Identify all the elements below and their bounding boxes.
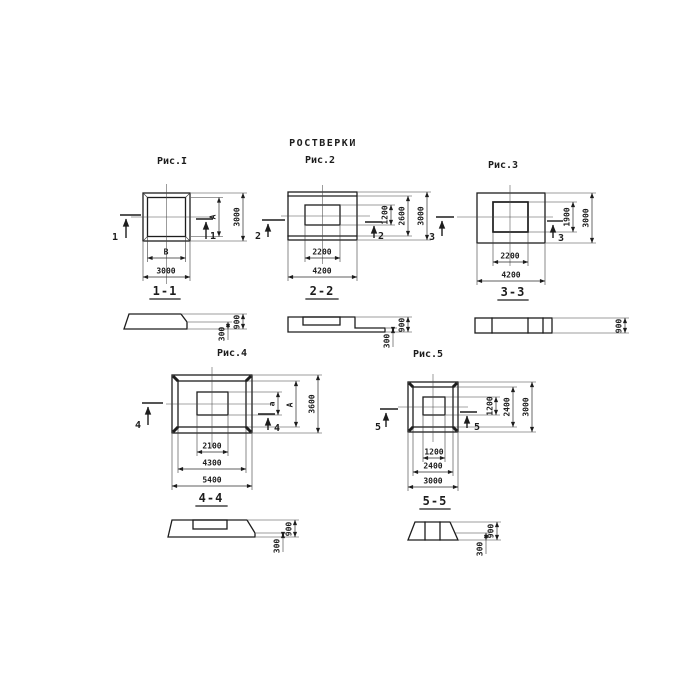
figure-3-plan xyxy=(429,185,596,285)
fig4-dim-inner-width: 2100 xyxy=(202,441,222,451)
fig3-dim-outer-height: 3000 xyxy=(581,208,591,228)
section-5-dim-edge: 300 xyxy=(475,541,485,557)
sheet-title: РОСТВЕРКИ xyxy=(289,138,357,149)
figure-3-section xyxy=(475,285,629,333)
figure-4-plan xyxy=(135,367,322,490)
fig2-cut-label-left: 2 xyxy=(255,231,262,242)
section-1-dim-height: 900 xyxy=(232,314,242,330)
fig1-dim-inner-height: А xyxy=(208,214,218,220)
figure-2-section xyxy=(288,284,412,348)
fig3-cut-mark-right xyxy=(547,221,564,244)
section-2-dim-edge: 300 xyxy=(382,333,392,349)
fig4-cut-label-left: 4 xyxy=(135,420,142,431)
section-3-dim-height: 900 xyxy=(614,318,624,334)
fig2-cut-mark-left xyxy=(255,220,285,242)
section-4-dim-height: 900 xyxy=(284,521,294,537)
fig3-cut-label-right: 3 xyxy=(558,233,565,244)
fig1-dim-inner-width: В xyxy=(163,247,169,257)
fig1-dim-outer-width: 3000 xyxy=(156,266,176,276)
fig5-cut-label-left: 5 xyxy=(375,422,382,433)
fig4-dim-mid-width: 4300 xyxy=(202,458,222,468)
section-1-title: 1-1 xyxy=(152,284,178,298)
figure-2-label: Рис.2 xyxy=(304,155,336,166)
fig4-dim-outer-height: 3600 xyxy=(307,394,317,414)
figure-5-section xyxy=(408,494,501,556)
figure-3 xyxy=(429,160,629,333)
section-5-title: 5-5 xyxy=(422,494,448,508)
fig4-dim-inner-height: а xyxy=(267,401,277,407)
fig4-dim-mid-height: А xyxy=(285,402,295,408)
fig2-dim-inner-height: 1200 xyxy=(380,205,390,225)
section-4-dim-edge: 300 xyxy=(272,538,282,554)
figure-5-label: Рис.5 xyxy=(412,349,444,360)
figure-1-label: Рис.I xyxy=(156,156,188,167)
section-1-dim-edge: 300 xyxy=(217,326,227,342)
fig2-dim-inner-width: 2200 xyxy=(312,247,332,257)
figure-5-plan xyxy=(375,374,536,491)
fig5-dim-inner-height: 1200 xyxy=(485,396,495,416)
figure-4-section xyxy=(168,491,299,553)
fig3-cut-mark-left xyxy=(429,217,454,243)
fig3-dim-outer-width: 4200 xyxy=(501,270,521,280)
fig1-cut-mark-right xyxy=(196,219,216,242)
figure-5 xyxy=(375,349,536,556)
section-2-title: 2-2 xyxy=(309,284,335,298)
fig3-cut-label-left: 3 xyxy=(429,232,436,243)
figure-4 xyxy=(135,348,322,553)
fig1-dim-outer-height: 3000 xyxy=(232,207,242,227)
figure-2 xyxy=(255,155,431,348)
section-2-dim-height: 900 xyxy=(397,317,407,333)
figure-1-section xyxy=(124,284,247,341)
fig4-cut-mark-left xyxy=(135,403,163,431)
fig2-dim-outer-height: 3000 xyxy=(416,206,426,226)
fig5-cut-mark-left xyxy=(375,409,398,433)
fig2-cut-label-right: 2 xyxy=(378,231,385,242)
fig2-dim-outer-width: 4200 xyxy=(312,266,332,276)
fig5-dim-outer-height: 3000 xyxy=(521,397,531,417)
fig5-dim-mid-height: 2400 xyxy=(502,397,512,417)
section-4-title: 4-4 xyxy=(198,491,224,505)
fig4-dim-outer-width: 5400 xyxy=(202,475,222,485)
fig3-dim-inner-height: 1900 xyxy=(562,207,572,227)
fig1-cut-mark-left xyxy=(112,215,141,243)
fig5-cut-label-right: 5 xyxy=(474,422,481,433)
fig3-dim-inner-width: 2200 xyxy=(500,251,520,261)
figure-2-plan xyxy=(255,185,431,281)
fig5-dim-inner-width: 1200 xyxy=(424,447,444,457)
fig5-dim-mid-width: 2400 xyxy=(423,461,443,471)
figure-1-plan xyxy=(112,184,247,284)
figure-1 xyxy=(112,156,247,341)
fig2-dim-mid-height: 2600 xyxy=(397,206,407,226)
fig4-cut-mark-right xyxy=(258,414,280,434)
fig1-cut-label-left: 1 xyxy=(112,232,119,243)
section-5-dim-height: 900 xyxy=(486,523,496,539)
fig1-cut-label-right: 1 xyxy=(210,231,217,242)
figure-3-label: Рис.3 xyxy=(487,160,519,171)
figure-4-label: Рис.4 xyxy=(216,348,248,359)
fig4-cut-label-right: 4 xyxy=(274,423,281,434)
fig5-dim-outer-width: 3000 xyxy=(423,476,443,486)
section-3-title: 3-3 xyxy=(500,285,526,299)
